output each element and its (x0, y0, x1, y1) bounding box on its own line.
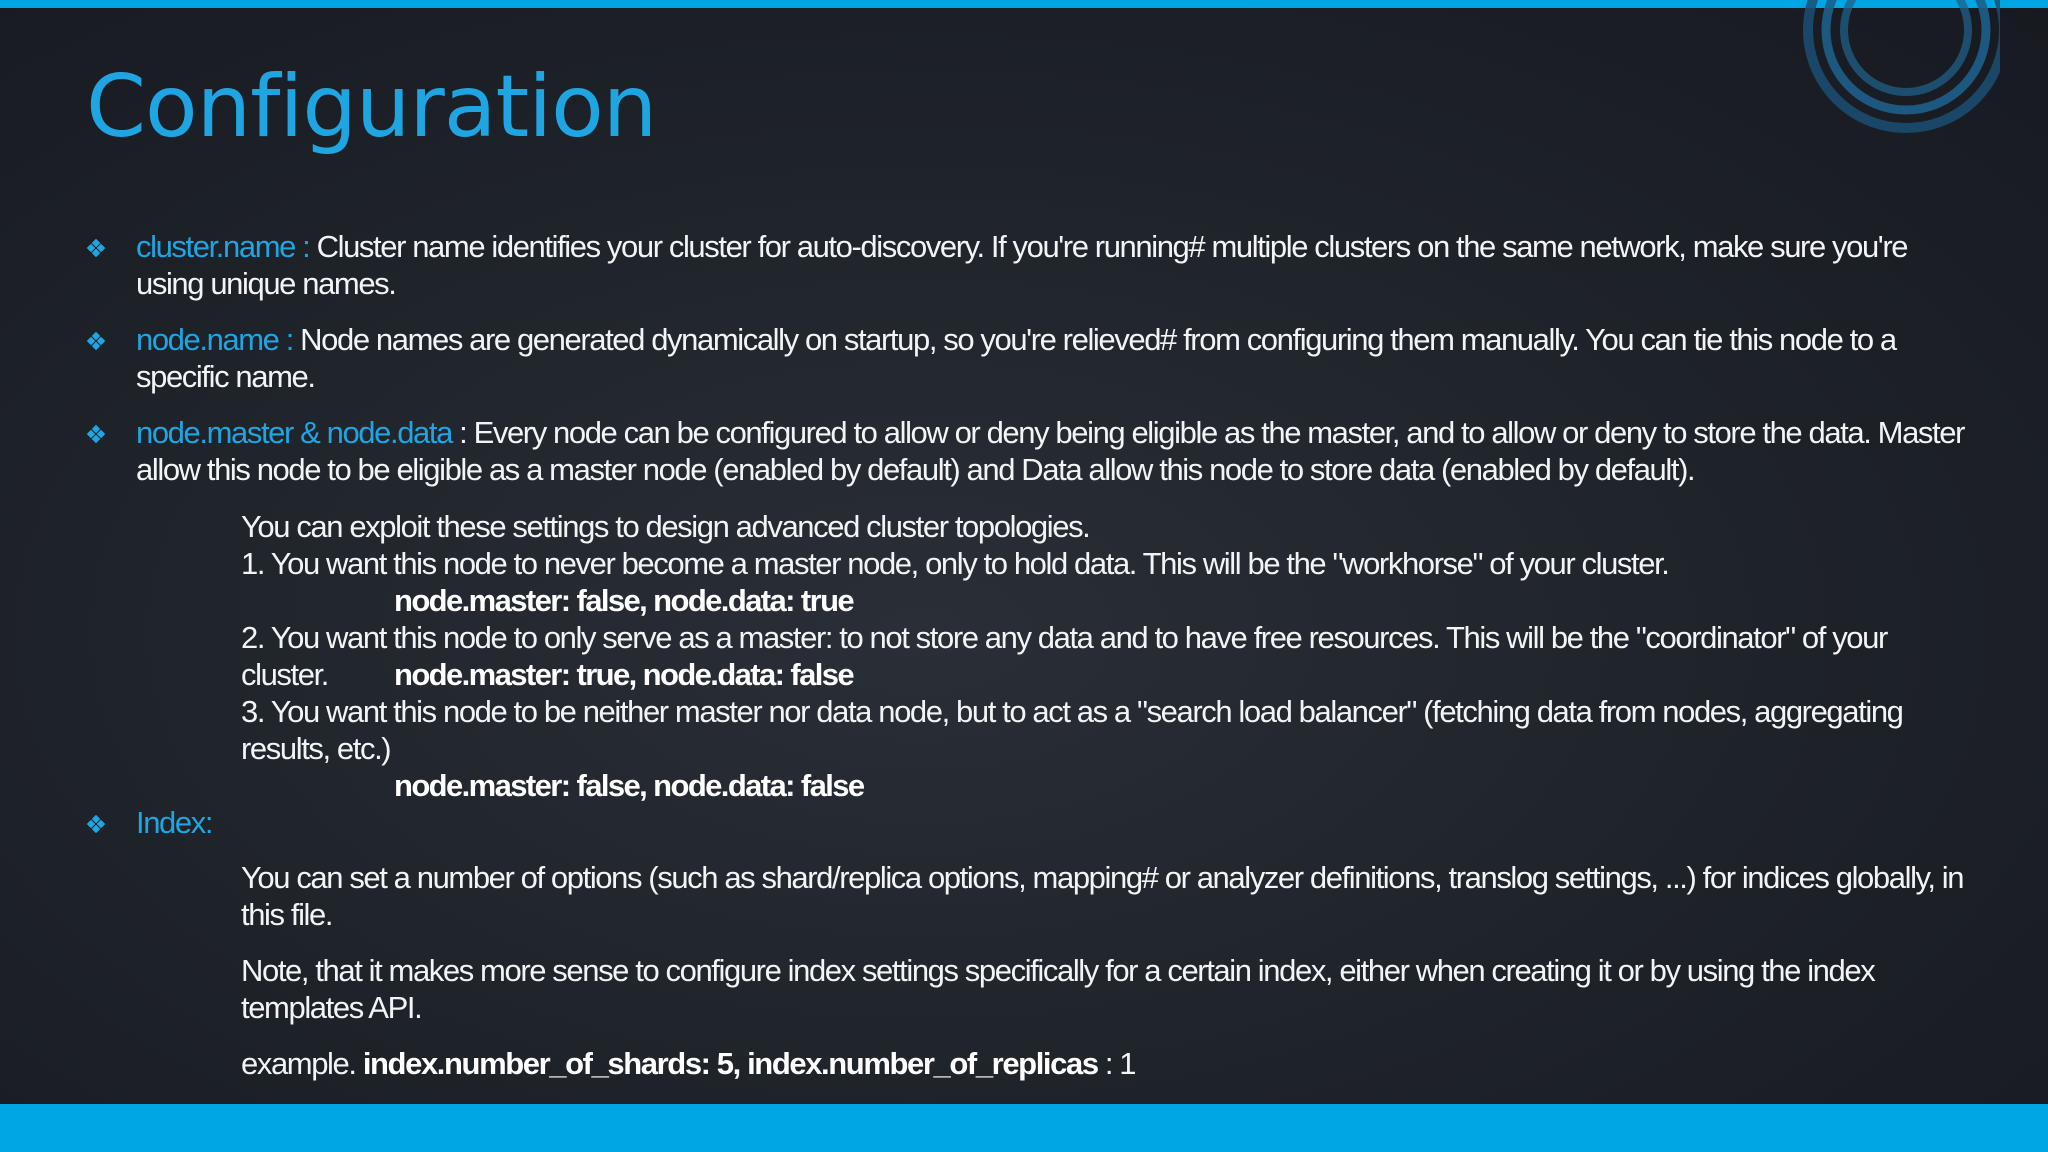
bullet-key: Index: (136, 805, 213, 840)
bullet-key: node.master & node.data (136, 415, 452, 450)
bullet-diamond-icon (88, 426, 104, 442)
topologies-intro: You can exploit these settings to design advanced cluster topologies. (241, 509, 1090, 544)
example-prefix: example. (241, 1046, 363, 1081)
bullet-diamond-icon (88, 333, 104, 349)
topology-case-3: 3. You want this node to be neither master nor data node, but to act as a "search load balancer" (fetching data from nodes, aggregating results, etc.) (241, 694, 1903, 766)
bullet-key: node.name : (136, 322, 293, 357)
topology-code-1: node.master: false, node.data: true (394, 583, 854, 618)
bullet-node-name (136, 321, 1966, 395)
index-example (241, 1045, 1971, 1082)
bullet-index (136, 804, 1966, 841)
bullet-cluster-name (136, 228, 1966, 302)
bullet-key: cluster.name : (136, 229, 310, 264)
bottom-accent-bar (0, 1104, 2048, 1152)
topology-code-3: node.master: false, node.data: false (394, 768, 864, 803)
bullet-text: Node names are generated dynamically on startup, so you're relieved# from configuring them manually. You can tie this node to a specific name. (136, 322, 1896, 394)
index-paragraph-2: Note, that it makes more sense to configure index settings specifically for a certain index, either when creating it or by using the index templates API. (241, 953, 1875, 1025)
topology-case-1: 1. You want this node to never become a master node, only to hold data. This will be the "workhorse" of your cluster. (241, 546, 1669, 581)
slide-title: Configuration (86, 57, 657, 157)
index-paragraph-1: You can set a number of options (such as shard/replica options, mapping# or analyzer definitions, translog settings, ...) for indices globally, in this file. (241, 860, 1964, 932)
example-code: index.number_of_shards: 5, index.number_of_replicas (362, 1046, 1098, 1081)
bullet-text: Cluster name identifies your cluster for auto-discovery. If you're running# multiple clusters on the same network, make sure you're using unique names. (136, 229, 1908, 301)
bullet-text: : Every node can be configured to allow or deny being eligible as the master, and to allow or deny to store the data. Master allow this node to be eligible as a master node (enabled by default) and Data allow this node to store data (enabled by default). (136, 415, 1964, 487)
example-suffix: : 1 (1097, 1046, 1136, 1081)
bullet-diamond-icon (88, 240, 104, 256)
topology-case-2: 2. You want this node to only serve as a master: to not store any data and to have free resources. This will be the "coordinator" of your cluster. (241, 620, 1887, 692)
bullet-diamond-icon (88, 816, 104, 832)
bullet-node-master-data (136, 414, 1966, 488)
topology-code-2: node.master: true, node.data: false (394, 657, 854, 692)
